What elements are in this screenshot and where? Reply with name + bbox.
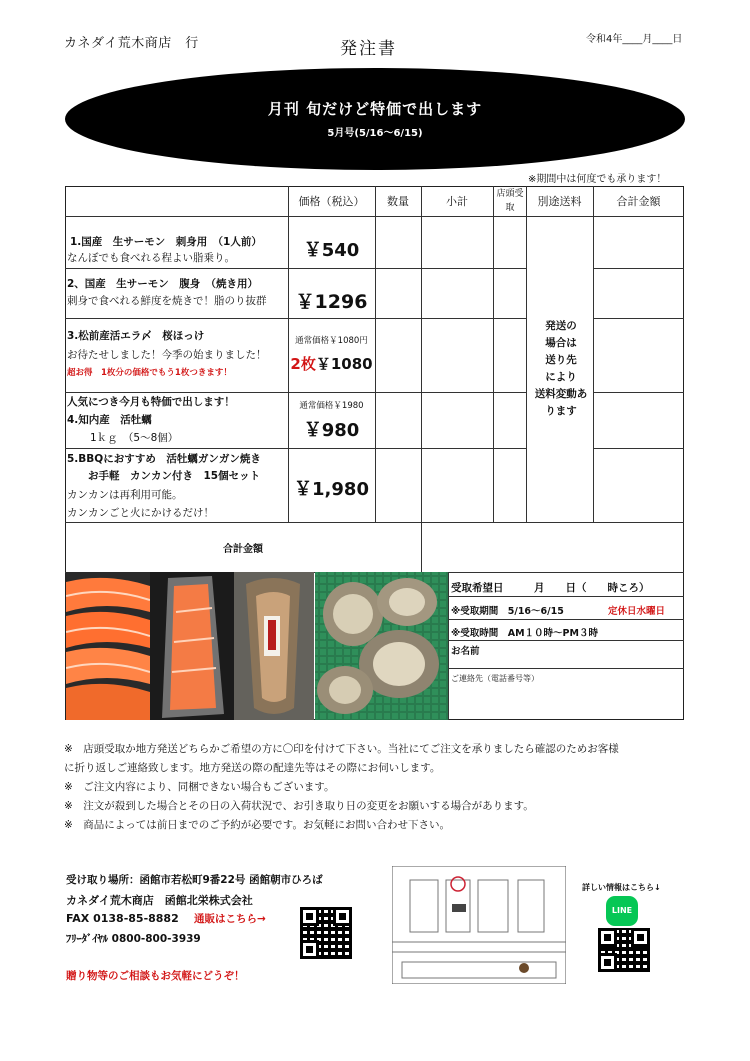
salmon-belly-photo	[150, 572, 234, 720]
shipping-note-line: により	[545, 371, 577, 383]
divider	[65, 522, 684, 523]
col-store-pickup: 店頭受取	[496, 189, 524, 213]
col-subtotal: 小計	[446, 195, 468, 208]
item-5-subtitle: お手軽 カンカン付き 15個セット	[88, 470, 261, 482]
col-quantity: 数量	[387, 195, 409, 208]
divider	[65, 268, 526, 269]
item-1-price: ￥540	[303, 240, 360, 261]
item-4-desc: 1ｋｇ （5〜8個）	[90, 432, 179, 444]
divider	[448, 640, 684, 641]
item-5-desc-2: カンカンごと火にかけるだけ！	[67, 507, 214, 519]
item-3-desc: お待たせしました！今季の始まりました！	[67, 349, 267, 361]
item-3-price-prefix: 2枚	[290, 355, 316, 373]
store-map	[392, 866, 566, 984]
item-2-title: 2、国産 生サーモン 腹身 （焼き用）	[67, 278, 259, 290]
item-2-price: ￥1296	[295, 291, 368, 313]
divider	[421, 186, 422, 572]
divider	[593, 268, 684, 269]
item-5-price: ￥1,980	[294, 479, 369, 500]
col-total: 合計金額	[616, 195, 661, 208]
note-line: ※ 店頭受取か地方発送どちらかご希望の方に〇印を付けて下さい。当社にてご注文を承りましたら確認のためお客様	[64, 743, 619, 755]
mail-order-qr-code[interactable]	[300, 907, 352, 959]
item-3-price-value: ￥1080	[315, 355, 373, 373]
shipping-note-line: 送り先	[545, 354, 577, 366]
divider	[448, 572, 449, 720]
pickup-time: ※受取時間 AM１０時〜PM３時	[451, 628, 598, 639]
note-line: に折り返しご連絡致します。地方発送の際の配達先等はその際にお伺いします。	[64, 762, 441, 774]
anytime-note: ※期間中は何度でも承ります！	[528, 174, 667, 185]
divider	[65, 318, 526, 319]
col-shipping: 別途送料	[537, 195, 582, 208]
col-price: 価格（税込）	[298, 195, 365, 208]
item-4-regular-price: 通常価格￥1980	[299, 401, 364, 411]
divider	[526, 186, 527, 522]
divider	[593, 318, 684, 319]
item-3-regular-price: 通常価格￥1080円	[295, 336, 368, 346]
notes	[64, 740, 694, 835]
divider	[593, 392, 684, 393]
item-1-desc: なんぼでも食べれる程よい脂乗り。	[67, 252, 235, 264]
total-label: 合計金額	[223, 544, 263, 555]
pickup-period: ※受取期間 5/16〜6/15	[451, 606, 564, 617]
item-3-price	[288, 353, 375, 374]
shipping-note-line: 送料変動あ	[534, 388, 588, 400]
shipping-note-line: 場合は	[545, 337, 577, 349]
divider	[593, 448, 684, 449]
closed-day: 定休日水曜日	[608, 606, 666, 617]
divider	[448, 596, 684, 597]
item-4-headline: 人気につき今月も特価で出します！	[67, 396, 235, 408]
name-field[interactable]: お名前	[451, 646, 480, 657]
page-title: 発注書	[340, 39, 397, 59]
item-4-title: 4.知内産 活牡蠣	[67, 414, 152, 426]
item-3-promo: 超お得 1枚分の価格でもう1枚つきます！	[67, 368, 232, 378]
item-2-desc: 刺身で食べれる鮮度を焼きで！脂のり抜群	[67, 295, 267, 307]
salmon-sashimi-photo	[66, 572, 150, 720]
item-3-title: 3.松前産活エラ〆 桜ほっけ	[67, 330, 205, 342]
date-field[interactable]: 令和4年____月____日	[586, 34, 683, 45]
banner-title: 月刊 旬だけど特価で出します	[267, 100, 483, 118]
item-5-desc: カンカンは再利用可能。	[67, 489, 183, 501]
more-info-label: 詳しい情報はこちら↓	[582, 883, 661, 892]
divider	[65, 448, 526, 449]
hokke-fish-photo	[234, 572, 314, 720]
item-1-title: 1.国産 生サーモン 刺身用 （1人前）	[70, 236, 262, 248]
company-name: カネダイ荒木商店 函館北栄株式会社	[66, 894, 253, 907]
item-4-price: ￥980	[303, 420, 360, 441]
shipping-note	[528, 318, 594, 420]
free-dial: ﾌﾘｰﾀﾞｲﾔﾙ 0800-800-3939	[66, 933, 201, 945]
mail-order-link[interactable]: 通販はこちら→	[194, 913, 266, 925]
divider	[448, 668, 684, 669]
promo-banner	[65, 68, 685, 170]
recipient: カネダイ荒木商店 行	[64, 36, 199, 51]
gift-note: 贈り物等のご相談もお気軽にどうぞ！	[66, 970, 245, 982]
divider	[65, 392, 526, 393]
divider	[448, 619, 684, 620]
divider	[65, 216, 684, 217]
divider	[375, 186, 376, 522]
pickup-place: 受け取り場所：函館市若松町9番22号 函館朝市ひろば	[66, 874, 323, 886]
line-qr-code[interactable]	[598, 928, 650, 972]
divider	[493, 186, 494, 522]
note-line: ※ ご注文内容により、同梱できない場合もございます。	[64, 781, 335, 793]
wish-date-label: 受取希望日	[451, 582, 504, 594]
note-line: ※ 商品によっては前日までのご予約が必要です。お気軽にお問い合わせ下さい。	[64, 819, 450, 831]
shipping-note-line: ります	[545, 405, 577, 417]
item-5-title: 5.BBQにおすすめ 活牡蠣ガンガン焼き	[67, 453, 261, 465]
oyster-photo	[315, 572, 448, 720]
contact-field[interactable]: ご連絡先（電話番号等）	[451, 674, 539, 683]
banner-subtitle: 5月号(5/16〜6/15)	[327, 128, 423, 139]
fax-number: FAX 0138-85-8882	[66, 912, 179, 925]
wish-date-field[interactable]: 月 日（ 時ころ）	[534, 582, 650, 594]
line-icon[interactable]: LINE	[606, 896, 638, 926]
note-line: ※ 注文が殺到した場合とその日の入荷状況で、お引き取り日の変更をお願いする場合があります。	[64, 800, 534, 812]
shipping-note-line: 発送の	[545, 320, 577, 332]
